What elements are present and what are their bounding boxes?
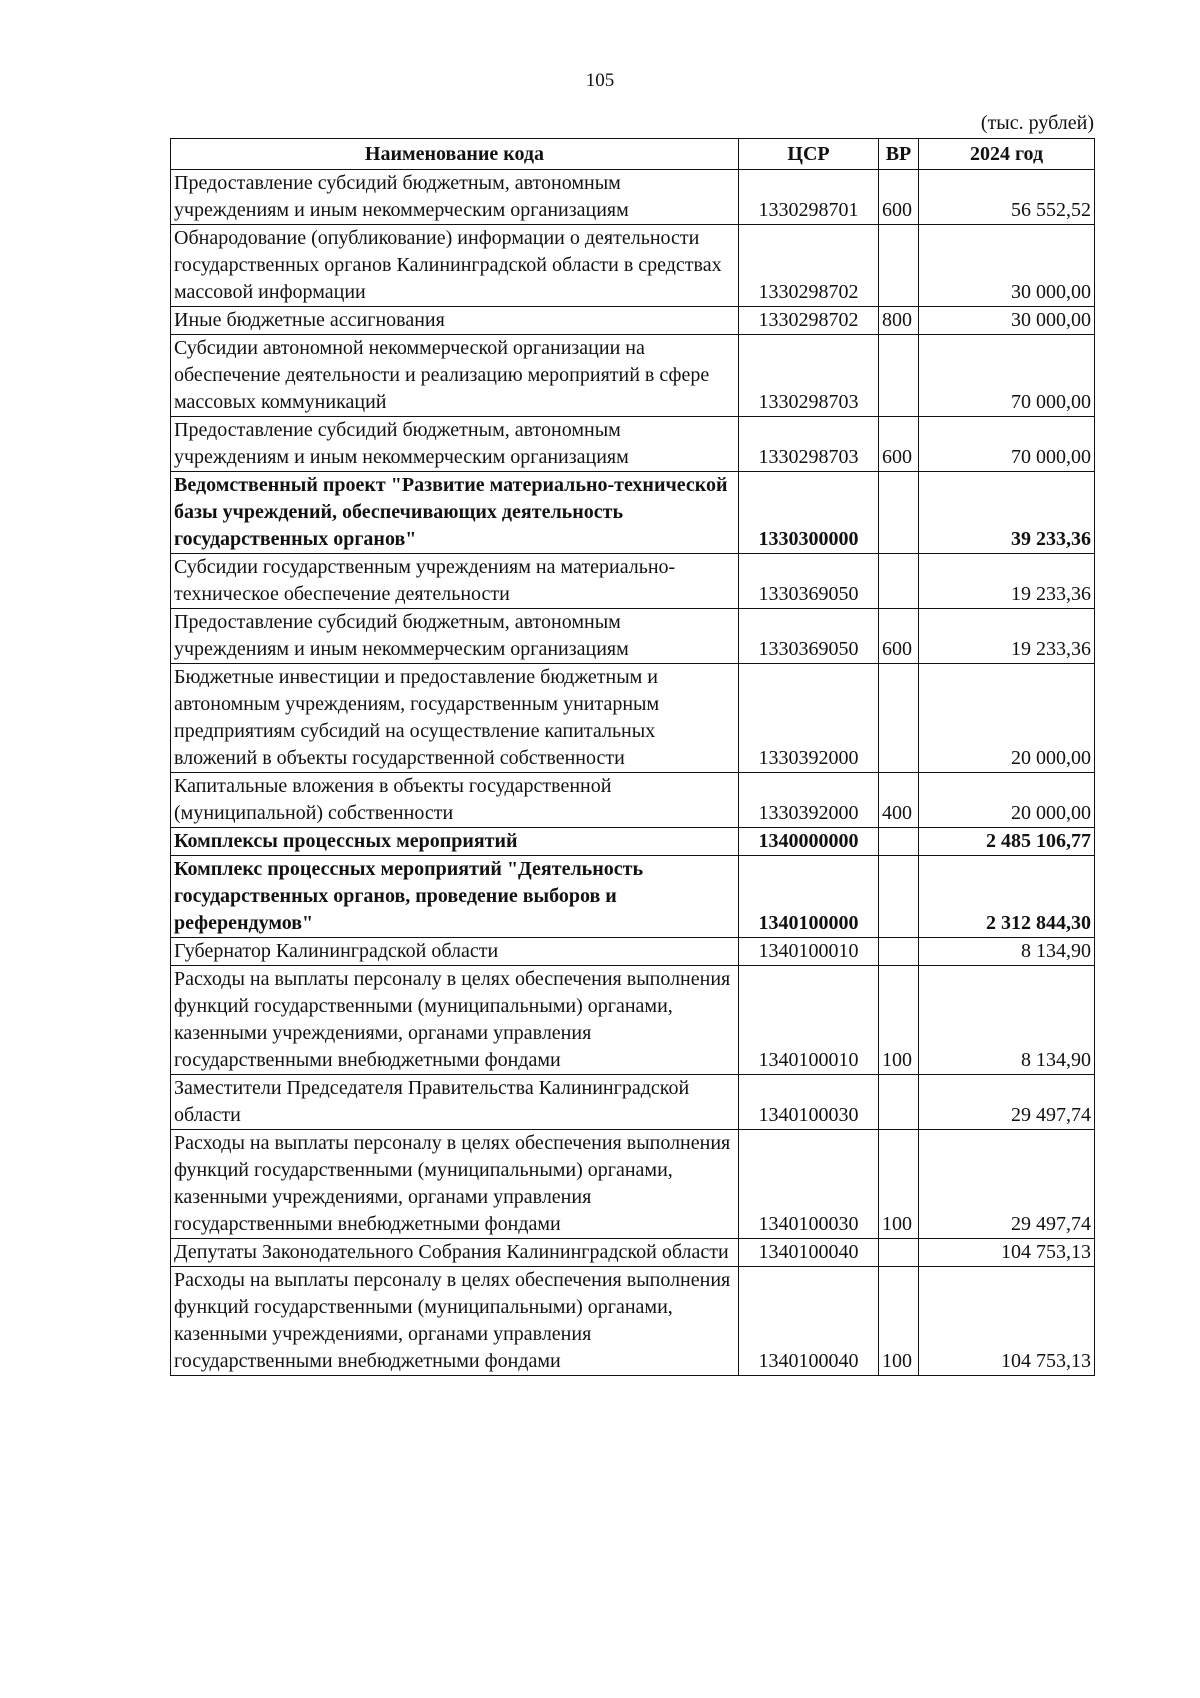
row-name: Депутаты Законодательного Собрания Калининградской области: [171, 1239, 739, 1267]
row-vr: [879, 1075, 919, 1130]
row-name: Комплекс процессных мероприятий "Деятельность государственных органов, проведение выборов и референдумов": [171, 856, 739, 938]
row-name: Ведомственный проект "Развитие материально-технической базы учреждений, обеспечивающих деятельность государственных органов": [171, 472, 739, 554]
row-vr: [879, 335, 919, 417]
row-name: Расходы на выплаты персоналу в целях обеспечения выполнения функций государственными (муниципальными) органами, казенными учреждениями, органами управления государственными внебюджетными фондами: [171, 1130, 739, 1239]
row-sum: 20 000,00: [919, 664, 1095, 773]
table-row: [171, 664, 1095, 773]
budget-table: [170, 138, 1095, 1376]
row-csr: 1340100040: [739, 1267, 879, 1376]
header-vr: ВР: [879, 139, 919, 170]
table-row: [171, 170, 1095, 225]
table-row-bold: [171, 856, 1095, 938]
table-row: [171, 966, 1095, 1075]
row-name: Расходы на выплаты персоналу в целях обеспечения выполнения функций государственными (муниципальными) органами, казенными учреждениями, органами управления государственными внебюджетными фондами: [171, 966, 739, 1075]
row-name: Предоставление субсидий бюджетным, автономным учреждениям и иным некоммерческим организациям: [171, 609, 739, 664]
row-vr: [879, 225, 919, 307]
table-row: [171, 307, 1095, 335]
table-row: [171, 335, 1095, 417]
row-name: Иные бюджетные ассигнования: [171, 307, 739, 335]
row-sum: 8 134,90: [919, 938, 1095, 966]
row-csr: 1340100030: [739, 1130, 879, 1239]
table-row: [171, 1130, 1095, 1239]
table-row-bold: [171, 828, 1095, 856]
row-vr: [879, 472, 919, 554]
table-row: [171, 773, 1095, 828]
row-csr: 1340100000: [739, 856, 879, 938]
units-label: (тыс. рублей): [980, 112, 1094, 134]
row-vr: 100: [879, 1130, 919, 1239]
row-vr: [879, 938, 919, 966]
row-vr: [879, 664, 919, 773]
table-row: [171, 417, 1095, 472]
table-row: [171, 1075, 1095, 1130]
row-sum: 20 000,00: [919, 773, 1095, 828]
row-name: Заместители Председателя Правительства Калининградской области: [171, 1075, 739, 1130]
row-csr: 1330298703: [739, 335, 879, 417]
row-sum: 8 134,90: [919, 966, 1095, 1075]
row-csr: 1340100040: [739, 1239, 879, 1267]
row-sum: 30 000,00: [919, 307, 1095, 335]
row-vr: [879, 828, 919, 856]
row-csr: 1330298701: [739, 170, 879, 225]
row-csr: 1330298703: [739, 417, 879, 472]
row-csr: 1330300000: [739, 472, 879, 554]
table-row: [171, 938, 1095, 966]
row-name: Предоставление субсидий бюджетным, автономным учреждениям и иным некоммерческим организациям: [171, 417, 739, 472]
row-sum: 29 497,74: [919, 1130, 1095, 1239]
row-csr: 1330392000: [739, 773, 879, 828]
row-vr: 100: [879, 1267, 919, 1376]
row-name: Губернатор Калининградской области: [171, 938, 739, 966]
table-row: [171, 554, 1095, 609]
row-vr: 400: [879, 773, 919, 828]
row-vr: [879, 1239, 919, 1267]
header-sum: 2024 год: [919, 139, 1095, 170]
row-name: Комплексы процессных мероприятий: [171, 828, 739, 856]
row-name: Предоставление субсидий бюджетным, автономным учреждениям и иным некоммерческим организациям: [171, 170, 739, 225]
row-csr: 1330369050: [739, 609, 879, 664]
table-row-bold: [171, 472, 1095, 554]
row-sum: 70 000,00: [919, 335, 1095, 417]
table-row: [171, 1239, 1095, 1267]
row-csr: 1340100010: [739, 966, 879, 1075]
header-csr: ЦСР: [739, 139, 879, 170]
row-vr: 600: [879, 609, 919, 664]
row-sum: 29 497,74: [919, 1075, 1095, 1130]
table-row: [171, 225, 1095, 307]
row-vr: [879, 856, 919, 938]
row-name: Субсидии автономной некоммерческой организации на обеспечение деятельности и реализацию мероприятий в сфере массовых коммуникаций: [171, 335, 739, 417]
row-csr: 1330298702: [739, 225, 879, 307]
row-name: Капитальные вложения в объекты государственной (муниципальной) собственности: [171, 773, 739, 828]
row-vr: 600: [879, 170, 919, 225]
table-row: [171, 609, 1095, 664]
row-csr: 1340100010: [739, 938, 879, 966]
row-csr: 1330298702: [739, 307, 879, 335]
row-csr: 1330392000: [739, 664, 879, 773]
row-name: Бюджетные инвестиции и предоставление бюджетным и автономным учреждениям, государственным унитарным предприятиям субсидий на осуществление капитальных вложений в объекты государственной собственности: [171, 664, 739, 773]
header-name: Наименование кода: [171, 139, 739, 170]
row-sum: 30 000,00: [919, 225, 1095, 307]
row-sum: 19 233,36: [919, 554, 1095, 609]
row-sum: 2 485 106,77: [919, 828, 1095, 856]
row-sum: 104 753,13: [919, 1267, 1095, 1376]
page-number: 105: [585, 70, 615, 91]
row-vr: 800: [879, 307, 919, 335]
row-vr: 600: [879, 417, 919, 472]
row-sum: 39 233,36: [919, 472, 1095, 554]
row-csr: 1340000000: [739, 828, 879, 856]
table-row: [171, 1267, 1095, 1376]
row-sum: 2 312 844,30: [919, 856, 1095, 938]
row-name: Обнародование (опубликование) информации о деятельности государственных органов Калининградской области в средствах массовой информации: [171, 225, 739, 307]
row-sum: 104 753,13: [919, 1239, 1095, 1267]
row-name: Субсидии государственным учреждениям на материально-техническое обеспечение деятельности: [171, 554, 739, 609]
row-vr: 100: [879, 966, 919, 1075]
header-row: [171, 139, 1095, 170]
row-sum: 19 233,36: [919, 609, 1095, 664]
row-csr: 1340100030: [739, 1075, 879, 1130]
row-csr: 1330369050: [739, 554, 879, 609]
row-vr: [879, 554, 919, 609]
row-sum: 70 000,00: [919, 417, 1095, 472]
row-name: Расходы на выплаты персоналу в целях обеспечения выполнения функций государственными (муниципальными) органами, казенными учреждениями, органами управления государственными внебюджетными фондами: [171, 1267, 739, 1376]
row-sum: 56 552,52: [919, 170, 1095, 225]
